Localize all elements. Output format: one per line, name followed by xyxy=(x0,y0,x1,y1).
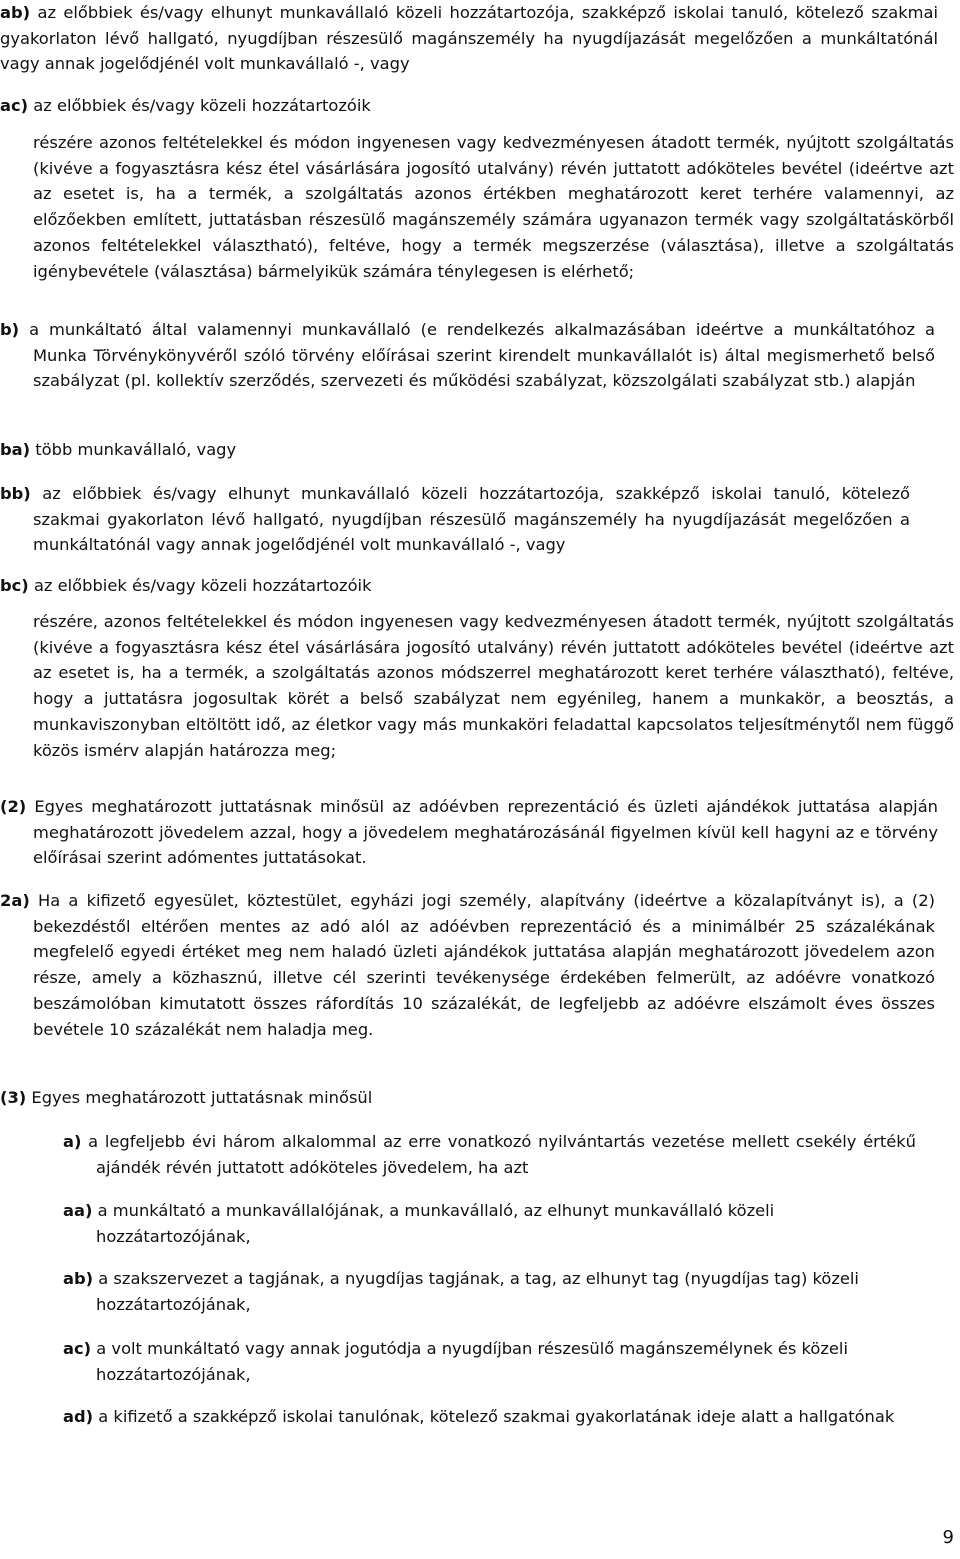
item-label: ac) xyxy=(63,1339,92,1358)
item-text: több munkavállaló, vagy xyxy=(35,440,237,459)
item-label: a) xyxy=(63,1132,82,1151)
item-label: ad) xyxy=(63,1407,94,1426)
item-label: 2a) xyxy=(0,891,30,910)
item-label: (2) xyxy=(0,797,27,816)
paragraph-bc xyxy=(0,573,938,599)
item-text: a munkáltató a munkavállalójának, a munkavállaló, az elhunyt munkavállaló közeli hozzátartozójának, xyxy=(96,1201,775,1246)
item-label: ac) xyxy=(0,96,29,115)
item-label: ba) xyxy=(0,440,31,459)
item-label: aa) xyxy=(63,1201,93,1220)
item-text: részére azonos feltételekkel és módon ingyenesen vagy kedvezményesen átadott termék, nyújtott szolgáltatás (kivéve a fogyasztásra kész étel vásárlására jogosító utalvány) révén juttatott adóköteles bevétel (ideértve azt az esetet is, ha a termék, a szolgáltatás azonos értékben meghatározott keret terhére valamennyi, az előzőekben említett, juttatásban részesülő magánszemély számára ugyanazon termék vagy szolgáltatáskörből azonos feltételekkel választható), feltéve, hogy a termék megszerzése (választása), illetve a szolgáltatás igénybevétele (választása) bármelyikük számára ténylegesen is elérhető; xyxy=(33,133,954,281)
paragraph-ac xyxy=(0,93,938,119)
paragraph-ab xyxy=(0,0,938,77)
paragraph-reszere-1 xyxy=(33,130,954,284)
item-label: ab) xyxy=(0,3,31,22)
item-text: a szakszervezet a tagjának, a nyugdíjas tagjának, a tag, az elhunyt tag (nyugdíjas tag) közeli hozzátartozójának, xyxy=(96,1269,859,1314)
item-label: ab) xyxy=(63,1269,94,1288)
item-text: az előbbiek és/vagy közeli hozzátartozóik xyxy=(33,96,371,115)
paragraph-reszere-2 xyxy=(33,609,954,763)
item-text: részére, azonos feltételekkel és módon ingyenesen vagy kedvezményesen átadott termék, nyújtott szolgáltatás (kivéve a fogyasztásra kész étel vásárlására jogosító utalvány) révén juttatott adóköteles bevétel (ideértve azt az esetet is, ha a termék, a szolgáltatás azonos módszerrel meghatározott keret terhére választható), feltéve, hogy a juttatásra jogosultak körét a belső szabályzat nem egyénileg, hanem a munkakör, a beosztás, a munkaviszonyban eltöltött idő, az életkor vagy más munkaköri feladattal kapcsolatos teljesítménytől nem függő közös ismérv alapján határozza meg; xyxy=(33,612,954,760)
item-text: a kifizető a szakképző iskolai tanulónak, kötelező szakmai gyakorlatának ideje alatt a hallgatónak xyxy=(98,1407,895,1426)
item-label: bc) xyxy=(0,576,29,595)
paragraph-section-2a xyxy=(0,888,935,1042)
paragraph-ba xyxy=(0,437,938,463)
item-text: az előbbiek és/vagy elhunyt munkavállaló közeli hozzátartozója, szakképző iskolai tanuló, kötelező szakmai gyakorlaton lévő hallgató, nyugdíjban részesülő magánszemély ha nyugdíjazását megelőzően a munkáltatónál vagy annak jogelődjénél volt munkavállaló -, vagy xyxy=(33,484,911,555)
paragraph-a xyxy=(63,1129,916,1180)
item-label: b) xyxy=(0,320,20,339)
item-text: az előbbiek és/vagy közeli hozzátartozóik xyxy=(33,576,372,595)
paragraph-section-2 xyxy=(0,794,938,871)
item-label: (3) xyxy=(0,1088,27,1107)
page-number: 9 xyxy=(942,1527,954,1549)
item-text: a munkáltató által valamennyi munkavállaló (e rendelkezés alkalmazásában ideértve a munkáltatóhoz a Munka Törvénykönyvéről szóló törvény előírásai szerint kirendelt munkavállalót is) által megismerhető belső szabályzat (pl. kollektív szerződés, szervezeti és működési szabályzat, közszolgálati szabályzat stb.) alapján xyxy=(29,320,935,391)
paragraph-section-3 xyxy=(0,1085,938,1111)
item-text: az előbbiek és/vagy elhunyt munkavállaló közeli hozzátartozója, szakképző iskolai tanuló, kötelező szakmai gyakorlaton lévő hallgató, nyugdíjban részesülő magánszemély ha nyugdíjazását megelőzően a munkáltatónál vagy annak jogelődjénél volt munkavállaló -, vagy xyxy=(0,3,938,74)
item-label: bb) xyxy=(0,484,31,503)
paragraph-ab-2 xyxy=(63,1266,923,1317)
item-text: Ha a kifizető egyesület, köztestület, egyházi jogi személy, alapítvány (ideértve a közalapítványt is), a (2) bekezdéstől eltérően mentes az adó alól az adóévben reprezentáció és a minimálbér 25 százalékának megfelelő egyedi értéket meg nem haladó üzleti ajándékok juttatása alapján meghatározott jövedelem azon része, amely a közhasznú, illetve cél szerinti tevékenysége érdekében felmerült, az adóévre vonatkozó beszámolóban kimutatott összes ráfordítás 10 százalékát, de legfeljebb az adóévre elszámolt éves összes bevétele 10 százalékát nem haladja meg. xyxy=(33,891,935,1039)
item-text: a volt munkáltató vagy annak jogutódja a nyugdíjban részesülő magánszemélynek és közeli hozzátartozójának, xyxy=(96,1339,848,1384)
item-text: Egyes meghatározott juttatásnak minősül az adóévben reprezentáció és üzleti ajándékok juttatása alapján meghatározott jövedelem azzal, hogy a jövedelem meghatározásánál figyelmen kívül kell hagyni az e törvény előírásai szerint adómentes juttatásokat. xyxy=(33,797,938,868)
item-text: a legfeljebb évi három alkalommal az erre vonatkozó nyilvántartás vezetése mellett csekély értékű ajándék révén juttatott adóköteles jövedelem, ha azt xyxy=(88,1132,916,1177)
paragraph-aa xyxy=(63,1198,916,1249)
paragraph-bb xyxy=(0,481,910,558)
paragraph-b xyxy=(0,317,935,394)
paragraph-ac-2 xyxy=(63,1336,916,1387)
item-text: Egyes meghatározott juttatásnak minősül xyxy=(31,1088,373,1107)
paragraph-ad xyxy=(63,1404,916,1430)
